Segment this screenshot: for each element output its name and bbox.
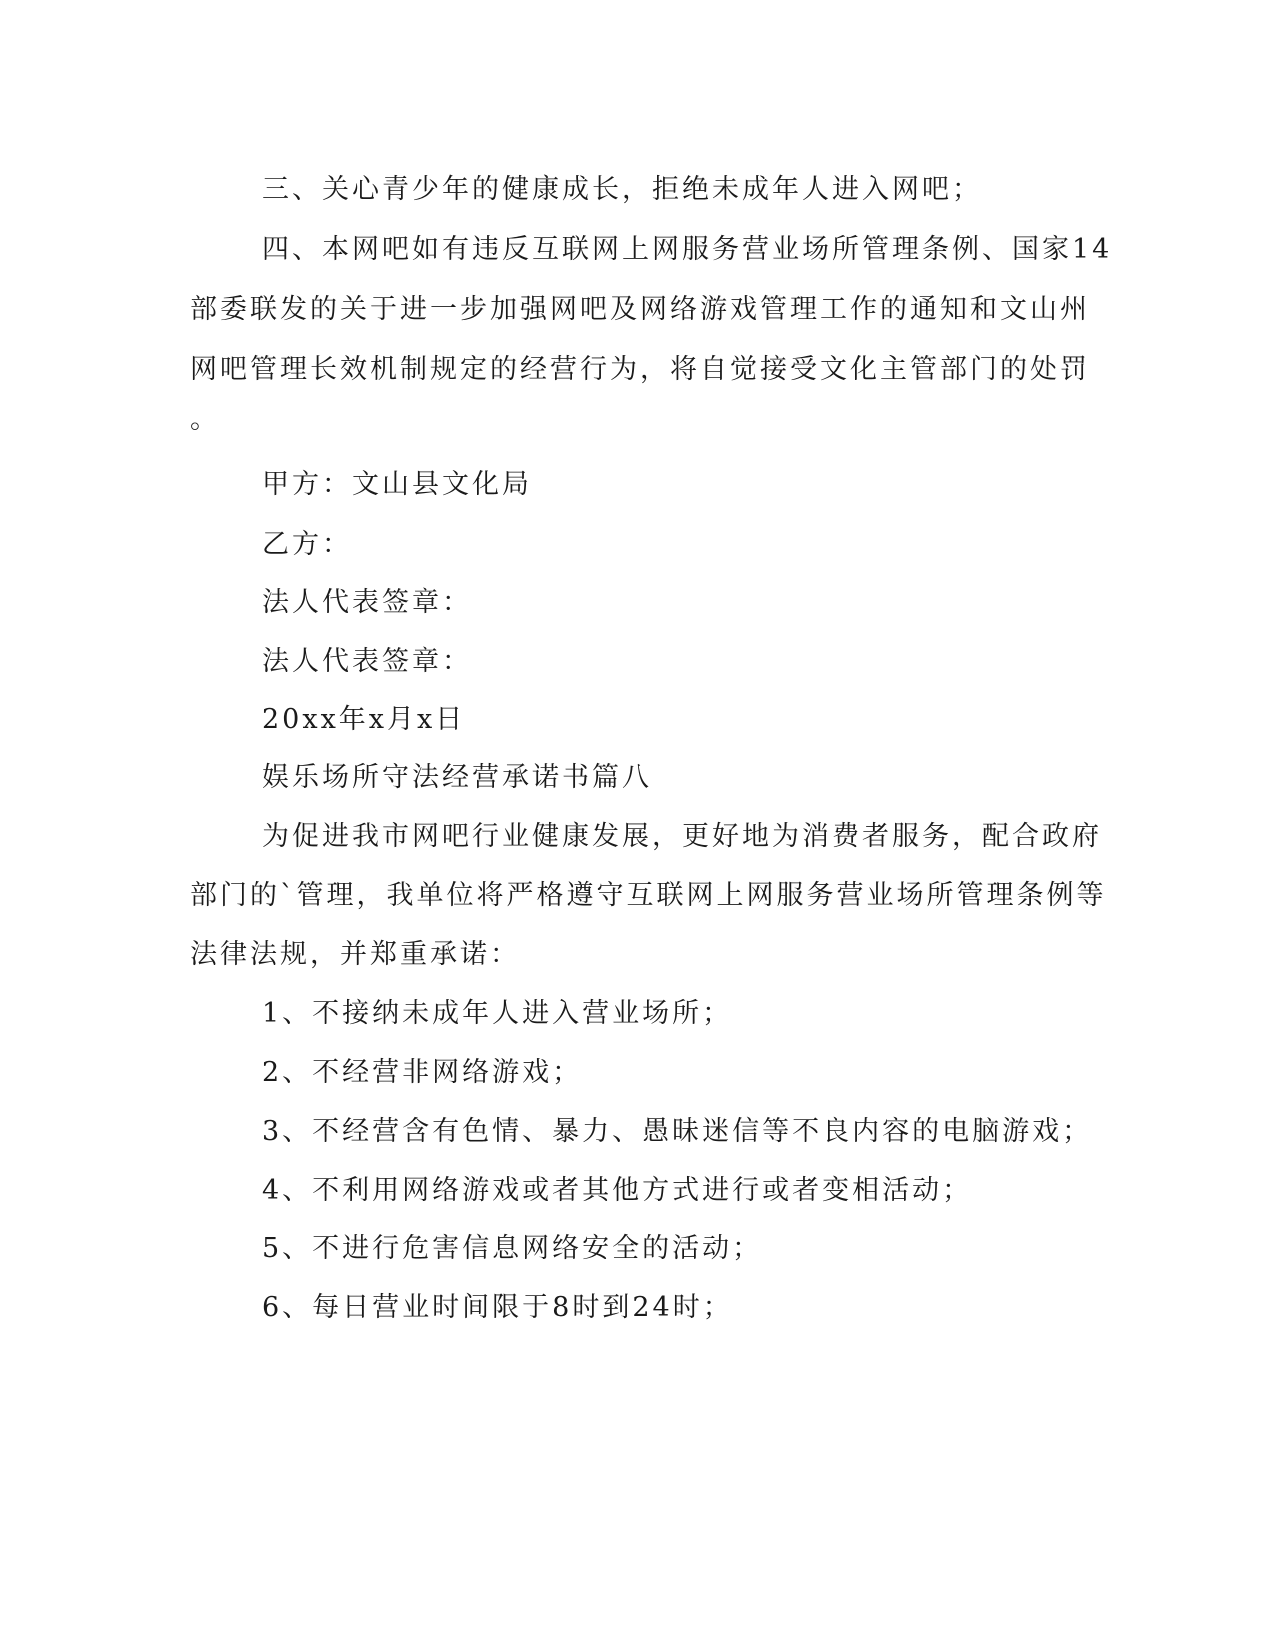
- paragraph-line: 。: [190, 404, 220, 435]
- paragraph-line: 三、关心青少年的健康成长，拒绝未成年人进入网吧；: [262, 174, 982, 205]
- list-item: 3、不经营含有色情、暴力、愚昧迷信等不良内容的电脑游戏；: [262, 1116, 1093, 1147]
- paragraph-line: 四、本网吧如有违反互联网上网服务营业场所管理条例、国家14: [262, 234, 1113, 265]
- paragraph-line: 法律法规，并郑重承诺：: [190, 939, 520, 970]
- paragraph-line: 网吧管理长效机制规定的经营行为，将自觉接受文化主管部门的处罚: [190, 354, 1090, 385]
- party-a-line: 甲方：文山县文化局: [262, 469, 532, 500]
- paragraph-line: 为促进我市网吧行业健康发展，更好地为消费者服务，配合政府: [262, 821, 1102, 852]
- section-heading: 娱乐场所守法经营承诺书篇八: [262, 762, 652, 793]
- signature-line: 法人代表签章：: [262, 646, 472, 677]
- list-item: 1、不接纳未成年人进入营业场所；: [262, 998, 733, 1029]
- list-item: 6、每日营业时间限于8时到24时；: [262, 1292, 733, 1323]
- list-item: 2、不经营非网络游戏；: [262, 1057, 583, 1088]
- date-line: 20xx年x月x日: [262, 704, 466, 735]
- list-item: 5、不进行危害信息网络安全的活动；: [262, 1233, 763, 1264]
- paragraph-line: 部门的`管理，我单位将严格遵守互联网上网服务营业场所管理条例等: [190, 880, 1107, 911]
- list-item: 4、不利用网络游戏或者其他方式进行或者变相活动；: [262, 1175, 973, 1206]
- paragraph-line: 部委联发的关于进一步加强网吧及网络游戏管理工作的通知和文山州: [190, 294, 1090, 325]
- signature-line: 法人代表签章：: [262, 587, 472, 618]
- party-b-line: 乙方：: [262, 529, 352, 560]
